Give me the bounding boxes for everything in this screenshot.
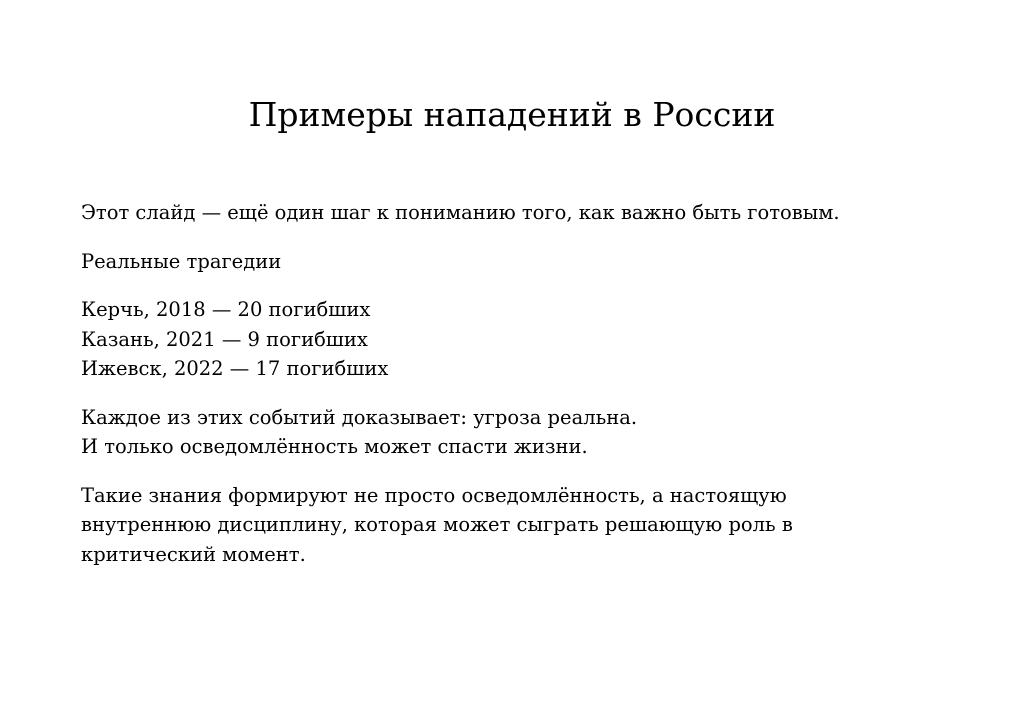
intro-text: Этот слайд — ещё один шаг к пониманию того, как важно быть готовым.	[81, 201, 840, 224]
slide-content	[81, 198, 941, 588]
conclusion-line: И только осведомлённость может спасти жизни.	[81, 435, 588, 458]
closing-line: Такие знания формируют не просто осведомлённость, а настоящую	[81, 483, 787, 507]
conclusion-text	[81, 403, 941, 462]
incident-item: Керчь, 2018 — 20 погибших	[81, 298, 371, 321]
closing-text	[81, 481, 941, 570]
incident-item: Ижевск, 2022 — 17 погибших	[81, 357, 389, 380]
closing-line: критический момент.	[81, 542, 306, 566]
incident-list	[81, 295, 941, 384]
incident-item: Казань, 2021 — 9 погибших	[81, 327, 368, 351]
section-heading: Реальные трагедии	[81, 249, 282, 273]
slide-title: Примеры нападений в России	[248, 95, 776, 134]
conclusion-line: Каждое из этих событий доказывает: угроза реальна.	[81, 405, 638, 429]
closing-line: внутреннюю дисциплину, которая может сыграть решающую роль в	[81, 513, 793, 536]
